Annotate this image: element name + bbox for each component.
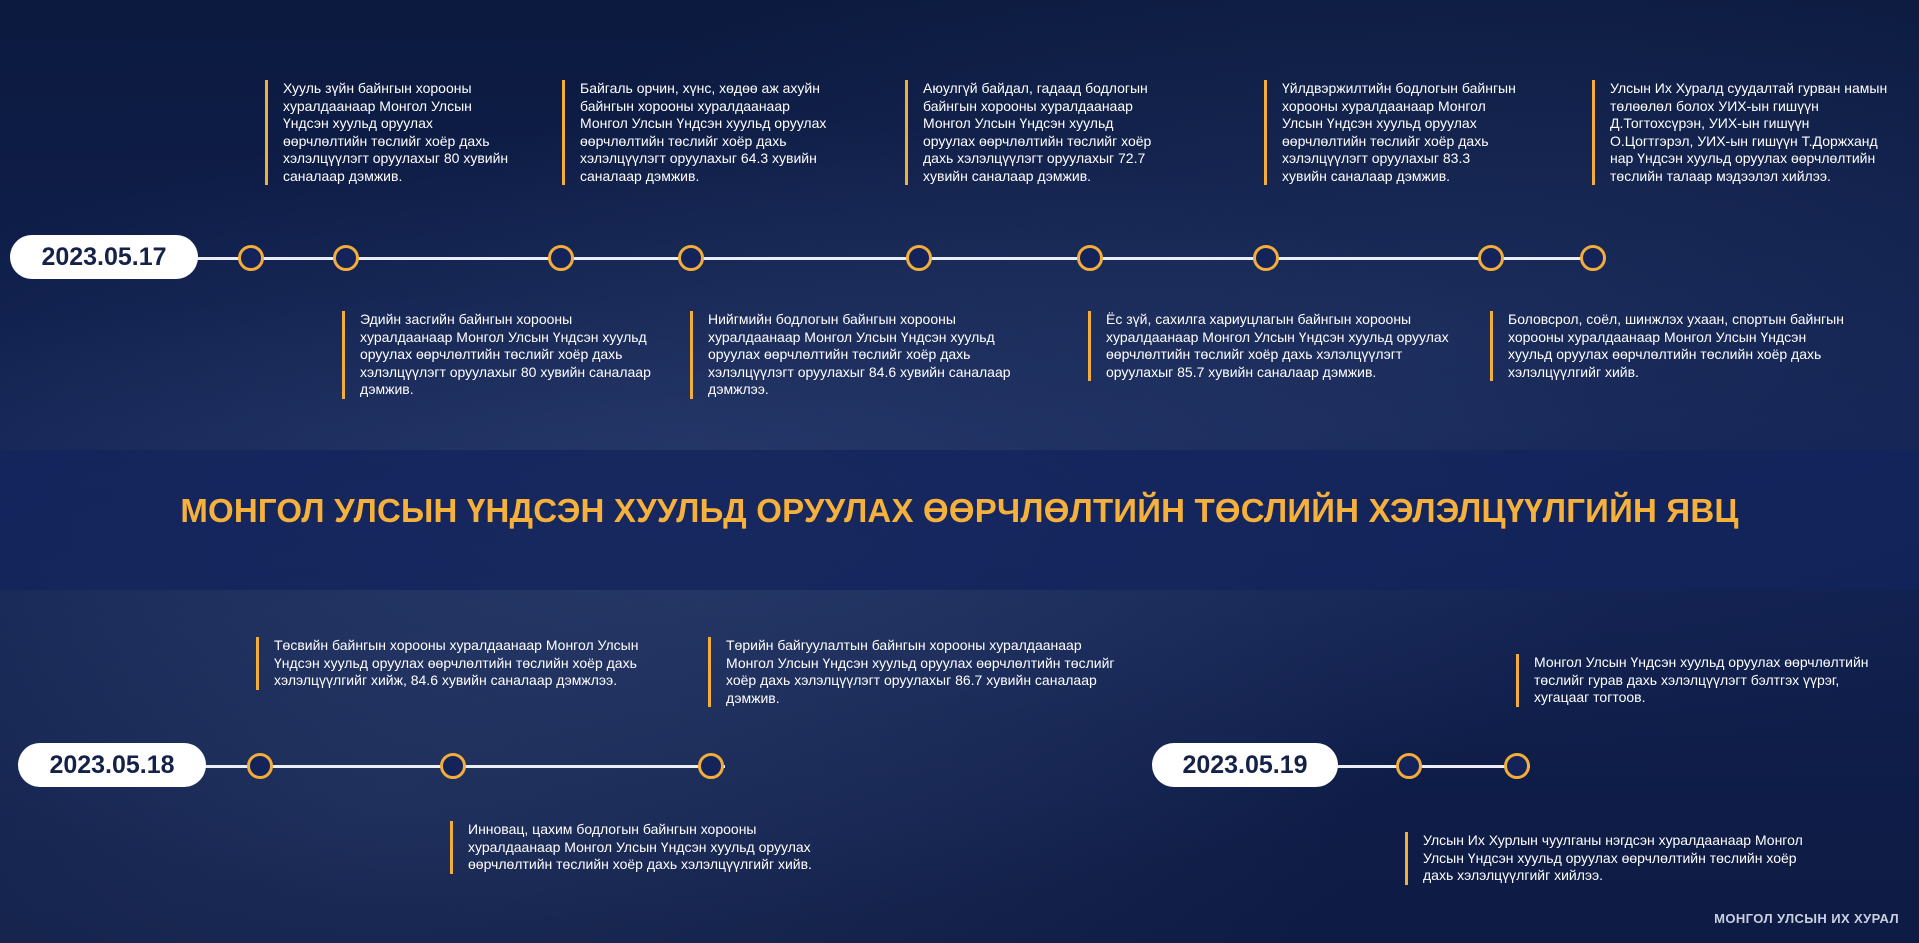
footer-brand: МОНГОЛ УЛСЫН ИХ ХУРАЛ <box>1714 911 1899 926</box>
event-text: Инновац, цахим бодлогын байнгын хорооны хуралдаанаар Монгол Улсын Үндсэн хуульд оруулах өөрчлөлтийн төслийн хоёр дахь хэлэлцүүлгийг хийв. <box>450 821 815 874</box>
event-text: Төрийн байгуулалтын байнгын хорооны хуралдаанаар Монгол Улсын Үндсэн хуульд оруулах өөрчлөлтийн төслийг хоёр дахь хэлэлцүүлэгт оруулахыг 86.7 хувийн саналаар дэмжив. <box>708 637 1118 707</box>
timeline-node <box>247 753 273 779</box>
timeline-node <box>1504 753 1530 779</box>
timeline-node <box>1478 245 1504 271</box>
event-text: Эдийн засгийн байнгын хорооны хуралдаанаар Монгол Улсын Үндсэн хуульд оруулах өөрчлөлтийн төслийг хоёр дахь хэлэлцүүлэгт оруулахыг 80 хувийн саналаар дэмжив. <box>342 311 652 399</box>
date-label-3: 2023.05.19 <box>1152 743 1338 787</box>
date-label-1: 2023.05.17 <box>10 235 198 279</box>
timeline-node <box>698 753 724 779</box>
event-text: Төсвийн байнгын хорооны хуралдаанаар Монгол Улсын Үндсэн хуульд оруулах өөрчлөлтийн төслийн хоёр дахь хэлэлцүүлгийг хийж, 84.6 хувийн саналаар дэмжлээ. <box>256 637 656 690</box>
event-text: Ёс зүй, сахилга хариуцлагын байнгын хорооны хуралдаанаар Монгол Улсын Үндсэн хуульд оруулах өөрчлөлтийн төслийг хоёр дахь хэлэлцүүлэгт оруулахыг 85.7 хувийн саналаар дэмжив. <box>1088 311 1460 381</box>
timeline-node <box>1077 245 1103 271</box>
event-text: Байгаль орчин, хүнс, хөдөө аж ахуйн байнгын хорооны хуралдаанаар Монгол Улсын Үндсэн хуульд оруулах өөрчлөлтийн төслийг хоёр дахь хэлэлцүүлэгт оруулахыг 64.3 хувийн саналаар дэмжив. <box>562 80 830 185</box>
timeline-node <box>1580 245 1606 271</box>
timeline-node <box>440 753 466 779</box>
timeline-node <box>238 245 264 271</box>
timeline-node <box>1253 245 1279 271</box>
event-text: Аюулгүй байдал, гадаад бодлогын байнгын хорооны хуралдаанаар Монгол Улсын Үндсэн хуульд оруулах өөрчлөлтийн төслийг хоёр дахь хэлэлцүүлэгт оруулахыг 72.7 хувийн саналаар дэмжив. <box>905 80 1167 185</box>
date-label-2: 2023.05.18 <box>18 743 206 787</box>
page-title: МОНГОЛ УЛСЫН ҮНДСЭН ХУУЛЬД ОРУУЛАХ ӨӨРЧЛӨЛТИЙН ТӨСЛИЙН ХЭЛЭЛЦҮҮЛГИЙН ЯВЦ <box>180 492 1739 529</box>
event-text: Улсын Их Хуралд суудалтай гурван намын төлөөлөл болох УИХ-ын гишүүн Д.Тогтохсүрэн, УИХ-ын гишүүн О.Цогтгэрэл, УИХ-ын гишүүн Т.Доржханд нар Үндсэн хуульд оруулах өөрчлөлтийн төслийн талаар мэдээлэл хийлээ. <box>1592 80 1892 185</box>
timeline-node <box>1396 753 1422 779</box>
event-text: Улсын Их Хурлын чуулганы нэгдсэн хуралдаанаар Монгол Улсын Үндсэн хуульд оруулах өөрчлөлтийн төслийн хоёр дахь хэлэлцүүлгийг хийлээ. <box>1405 832 1805 885</box>
event-text: Боловсрол, соёл, шинжлэх ухаан, спортын байнгын хорооны хуралдаанаар Монгол Улсын Үндсэн хуульд оруулах өөрчлөлтийн төслийн хоёр дахь хэлэлцүүлгийг хийв. <box>1490 311 1845 381</box>
timeline-node <box>906 245 932 271</box>
event-text: Хууль зүйн байнгын хорооны хуралдаанаар Монгол Улсын Үндсэн хуульд оруулах өөрчлөлтийн төслийг хоёр дахь хэлэлцүүлэгт оруулахыг 80 хувийн саналаар дэмжив. <box>265 80 510 185</box>
timeline-node <box>548 245 574 271</box>
timeline-line-1 <box>150 257 1590 260</box>
timeline-node <box>333 245 359 271</box>
event-text: Монгол Улсын Үндсэн хуульд оруулах өөрчлөлтийн төслийг гурав дахь хэлэлцүүлэгт бэлтгэх үүрэг, хугацааг тогтоов. <box>1516 654 1871 707</box>
timeline-node <box>678 245 704 271</box>
event-text: Нийгмийн бодлогын байнгын хорооны хуралдаанаар Монгол Улсын Үндсэн хуульд оруулах өөрчлөлтийн төслийг хоёр дахь хэлэлцүүлэгт оруулахыг 84.6 хувийн саналаар дэмжлээ. <box>690 311 1040 399</box>
event-text: Үйлдвэржилтийн бодлогын байнгын хорооны хуралдаанаар Монгол Улсын Үндсэн хуульд оруулах өөрчлөлтийн төслийг хоёр дахь хэлэлцүүлэгт оруулахыг 83.3 хувийн саналаар дэмжив. <box>1264 80 1518 185</box>
